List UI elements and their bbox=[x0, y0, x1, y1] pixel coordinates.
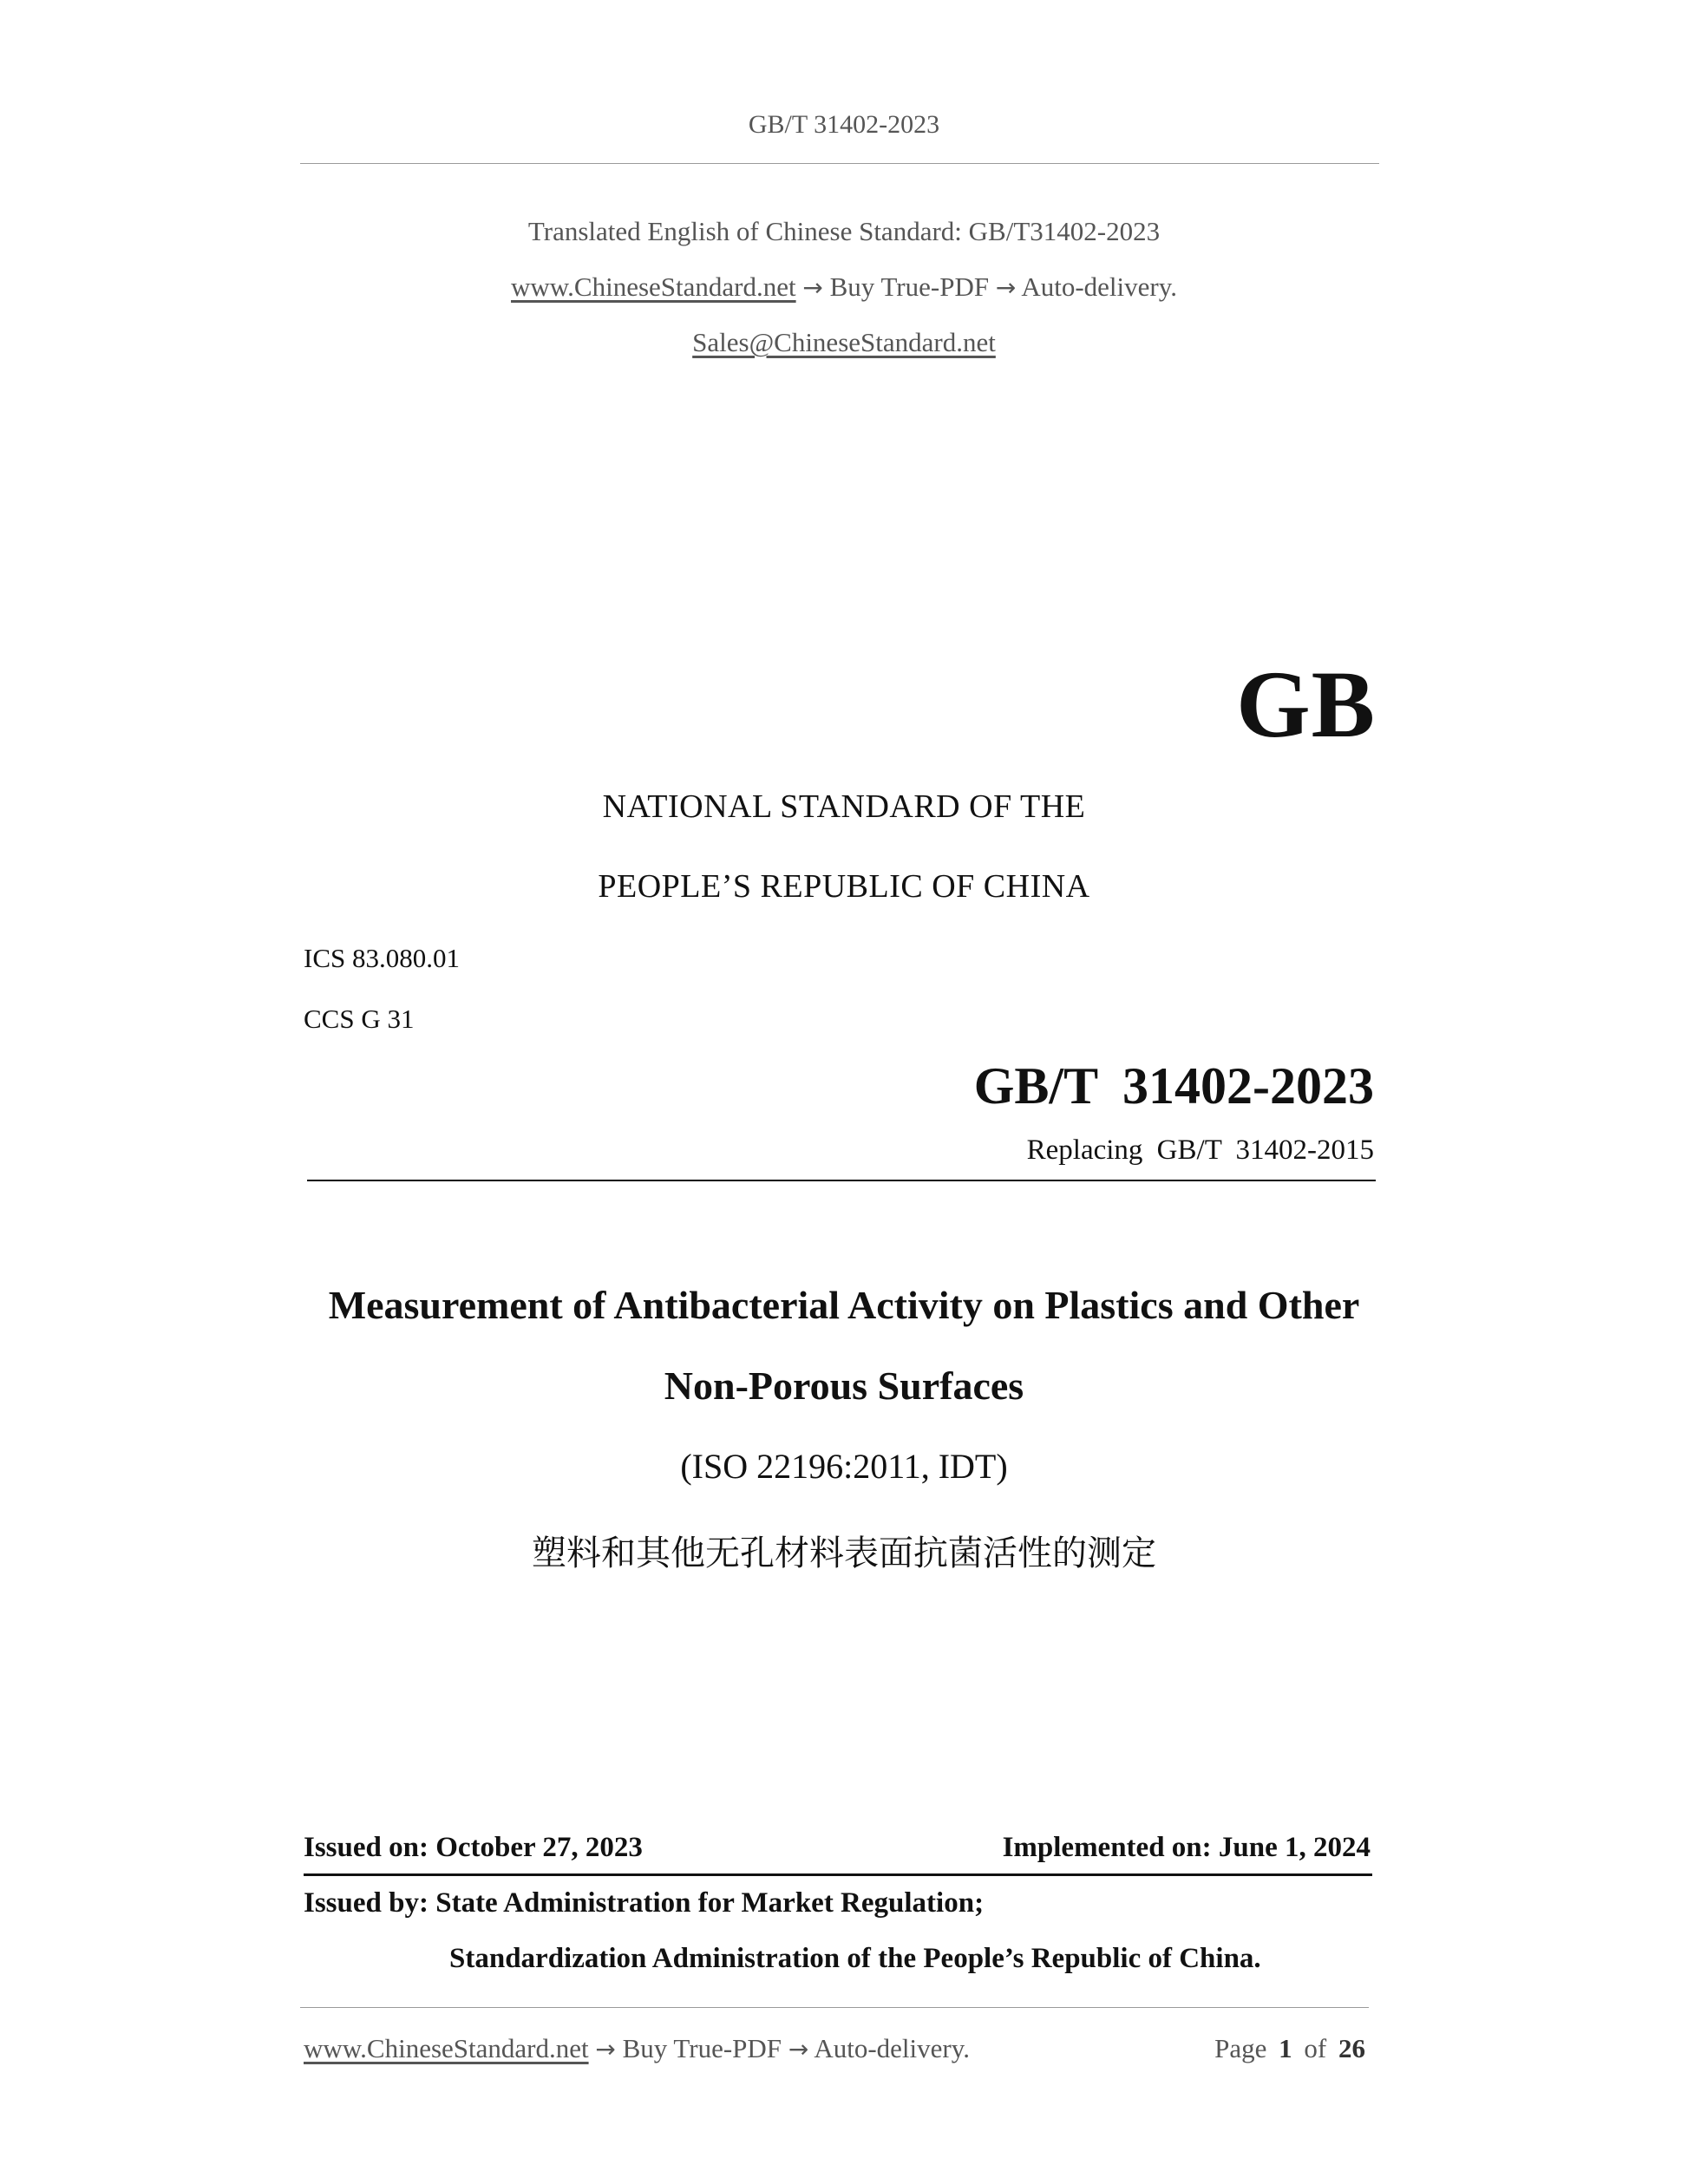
of-label: of bbox=[1304, 2033, 1327, 2063]
promo-line bbox=[0, 271, 1688, 303]
gb-logo: GB bbox=[1236, 651, 1376, 757]
footer-promo bbox=[304, 2033, 970, 2064]
issued-by-second-authority: Standardization Administration of the People’s Republic of China. bbox=[449, 1943, 1261, 1974]
ics-code: ICS 83.080.01 bbox=[304, 943, 460, 973]
document-title-line-1: Measurement of Antibacterial Activity on Plastics and Other bbox=[328, 1283, 1360, 1327]
standard-number-divider bbox=[307, 1180, 1376, 1181]
buy-true-pdf-text: Buy True-PDF bbox=[829, 271, 990, 302]
header-divider bbox=[300, 163, 1379, 164]
page-total: 26 bbox=[1338, 2033, 1365, 2063]
issued-by: Issued by: State Administration for Market Regulation; bbox=[304, 1887, 985, 1919]
issue-divider bbox=[304, 1873, 1372, 1876]
arrow-right-icon: → bbox=[788, 2035, 809, 2063]
footer-site-link[interactable]: www.ChineseStandard.net bbox=[304, 2033, 589, 2063]
national-standard-line-1: NATIONAL STANDARD OF THE bbox=[602, 788, 1086, 825]
translation-notice: Translated English of Chinese Standard: GB/T31402-2023 bbox=[527, 216, 1161, 246]
sales-email-link[interactable]: Sales@ChineseStandard.net bbox=[692, 327, 996, 357]
ccs-code: CCS G 31 bbox=[304, 1004, 415, 1034]
running-header: GB/T 31402-2023 bbox=[748, 110, 940, 139]
implemented-on-date: Implemented on: June 1, 2024 bbox=[1002, 1832, 1371, 1863]
arrow-right-icon: → bbox=[595, 2035, 616, 2063]
site-link[interactable]: www.ChineseStandard.net bbox=[511, 271, 796, 302]
iso-reference: (ISO 22196:2011, IDT) bbox=[680, 1447, 1008, 1486]
page-label: Page bbox=[1214, 2033, 1267, 2063]
email-line bbox=[0, 327, 1688, 358]
replacing-standard: Replacing GB/T 31402-2015 bbox=[1026, 1135, 1374, 1166]
footer-auto-delivery-text: Auto-delivery. bbox=[814, 2033, 970, 2063]
arrow-right-icon: → bbox=[995, 273, 1017, 302]
arrow-right-icon: → bbox=[802, 273, 823, 302]
footer-buy-true-pdf-text: Buy True-PDF bbox=[622, 2033, 782, 2063]
issued-on-date: Issued on: October 27, 2023 bbox=[304, 1832, 643, 1863]
chinese-title: 塑料和其他无孔材料表面抗菌活性的测定 bbox=[532, 1533, 1156, 1573]
standard-number: GB/T 31402-2023 bbox=[973, 1057, 1374, 1115]
page-counter bbox=[1214, 2033, 1365, 2064]
national-standard-line-2: PEOPLE’S REPUBLIC OF CHINA bbox=[598, 868, 1090, 905]
page-number: 1 bbox=[1279, 2033, 1292, 2063]
auto-delivery-text: Auto-delivery. bbox=[1021, 271, 1177, 302]
footer-divider bbox=[300, 2007, 1369, 2008]
document-title-line-2: Non-Porous Surfaces bbox=[664, 1363, 1024, 1408]
